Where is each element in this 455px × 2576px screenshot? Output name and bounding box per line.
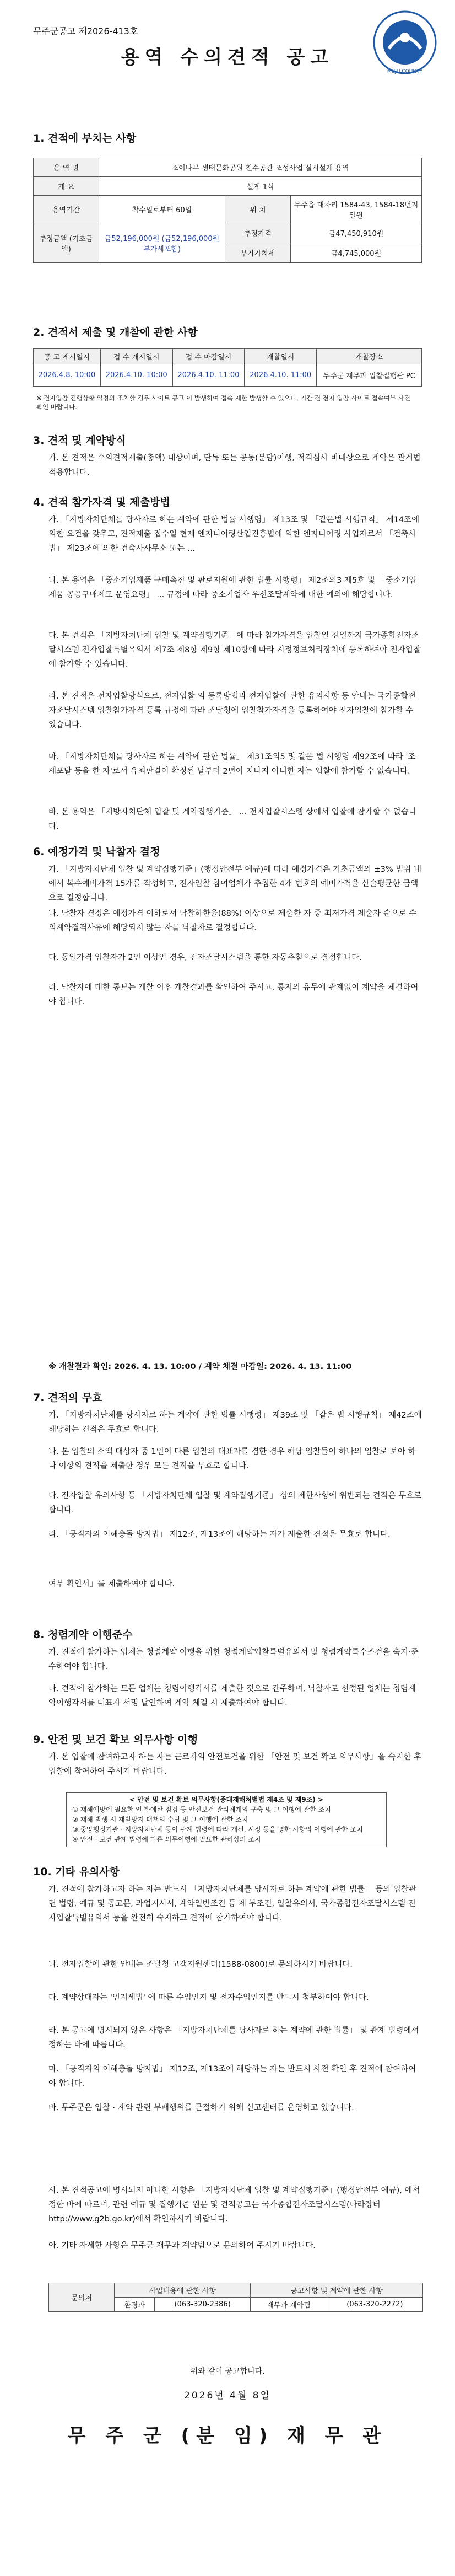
para-8b: 나. 견적에 참가하는 모든 업체는 청렴이행각서를 제출한 것으로 간주하며, 낙찰자로 선정된 업체는 청렴계약이행각서를 대표자 서명 날인하여 계약 체결 시 제출하여야 합니다.	[48, 1684, 416, 1708]
para-10c: 다. 계약상대자는 '인지세법' 에 따른 수입인지 및 전자수입인지를 반드시 첨부하여야 합니다.	[48, 1993, 369, 2002]
cell: 용 역 명	[34, 158, 99, 177]
cell: 금52,196,000원 (금52,196,000원 부가세포함)	[99, 223, 225, 263]
section-7-heading: 7. 견적의 무효	[33, 1392, 102, 1404]
para-6a: 가. 「지방자치단체 입찰 및 계약집행기준」(행정안전부 예규)에 따라 예정가격은 기초금액의 ±3% 범위 내에서 복수예비가격 15개를 작성하고, 전자입찰 참여업체가 추첨한 4개 번호의 예비가격을 산술평균한 금액으로 결정합니다.	[48, 865, 422, 903]
cell: 용역기간	[34, 196, 99, 223]
para-10g: 사. 본 견적공고에 명시되지 아니한 사항은 「지방자치단체 입찰 및 계약집행기준」(행정안전부 예규), 에서 정한 바에 따르며, 관련 예규 및 집행기준 원문 및 견적공고는 국가종합전자조달시스템(나라장터 http://www.g2b.go.kr)에서 확인하시기 바랍니다.	[48, 2186, 420, 2224]
cell: 2026.4.8. 10:00	[34, 364, 101, 387]
cell: 금47,450,910원	[291, 223, 422, 243]
cell: 공 고 게시일시	[34, 349, 101, 364]
cell: 2026.4.10. 10:00	[100, 364, 172, 387]
para-4c: 다. 본 견적은 「지방자치단체 입찰 및 계약집행기준」에 따라 참가자격을 입찰일 전일까지 국가종합전자조달시스템 전자입찰특별유의서 제7조 제8항 제9항 제10항에 따라 지정정보처리장치에 등록하여야 전자입찰에 참가할 수 있습니다.	[48, 631, 421, 669]
cell: 추정금액 (기초금액)	[34, 223, 99, 263]
para-10h: 아. 기타 자세한 사항은 무주군 재무과 계약팀으로 문의하여 주시기 바랍니다.	[48, 2241, 316, 2250]
para-10a: 가. 견적에 참가하고자 하는 자는 반드시 「지방자치단체를 당사자로 하는 계약에 관한 법률」 등의 입찰관련 법령, 예규 및 공고문, 과업지시서, 계약일반조건 등 제 부조건, 입찰유의서, 국가종합전자조달시스템 전자입찰특별유의서 등을 완전히 숙지하고 견적에 참가하여야 합니다.	[48, 1885, 416, 1923]
section-9-heading: 9. 안전 및 보건 확보 의무사항 이행	[33, 1734, 198, 1746]
cell: 금4,745,000원	[291, 243, 422, 263]
para-4f: 바. 본 용역은 「지방자치단체 입찰 및 계약집행기준」 ... 전자입찰시스템 상에서 입찰에 참가할 수 없습니다.	[48, 808, 416, 831]
cell: 접 수 개시일시	[100, 349, 172, 364]
cell: 추정가격	[225, 223, 291, 243]
para-3: 가. 본 견적은 수의견적제출(총액) 대상이며, 단독 또는 공동(분담)이행, 적격심사 비대상으로 계약은 관계법 적용합니다.	[48, 454, 421, 477]
safety-item: ③ 중앙행정기관 · 지방자치단체 등이 관계 법령에 따라 개선, 시정 등을 명한 사항의 이행에 관한 조치	[72, 1826, 363, 1833]
para-4a: 가. 「지방자치단체를 당사자로 하는 계약에 관한 법률 시행령」 제13조 및 「같은법 시행규칙」 제14조에 의한 요건을 갖추고, 견적제출 접수일 현재 엔지니어링산업진흥법에 의한 엔지니어링 사업자로서 「건축사법」 제23조에 의한 건축사사무소 또는 ...	[48, 516, 420, 553]
schedule-line: ※ 개찰결과 확인: 2026. 4. 13. 10:00 / 계약 체결 마감일: 2026. 4. 13. 11:00	[48, 1362, 352, 1371]
para-6d: 라. 낙찰자에 대한 통보는 개찰 이후 개찰결과를 확인하여 주시고, 통지의 유무에 관계없이 계약을 체결하여야 합니다.	[48, 983, 419, 1006]
cell: 부가가치세	[225, 243, 291, 263]
section-6-heading: 6. 예정가격 및 낙찰자 결정	[33, 846, 160, 858]
cell: 문의처	[49, 2283, 115, 2312]
para-4b: 나. 본 용역은 「중소기업제품 구매촉진 및 판로지원에 관한 법률 시행령」 제2조의3 제5호 및 「중소기업제품 공공구매제도 운영요령」 ... 규정에 따라 중소기업자 우선조달계약에 대한 예외에 해당합니다.	[48, 576, 416, 599]
cell: 무주군 재무과 입찰집행관 PC	[317, 364, 422, 387]
schedule-note: ※ 전자입찰 진행상황 일정의 조치할 경우 사이트 공고 이 발생하여 접속 제한 발생할 수 있으니, 기간 전 전자 입찰 사이트 접속여부 사전 확인 바랍니다.	[36, 394, 410, 411]
notice-date: 2026년 4월 8일	[184, 2390, 271, 2401]
para-8a: 가. 견적에 참가하는 업체는 청렴계약 이행을 위한 청렴계약입찰특별유의서 및 청렴계약특수조건을 숙지·준수하여야 합니다.	[48, 1648, 419, 1671]
cell: (063-320-2386)	[155, 2298, 251, 2312]
para-7a: 가. 「지방자치단체를 당사자로 하는 계약에 관한 법률 시행령」 제39조 및 「같은 법 시행규칙」 제42조에 해당하는 견적은 무효로 합니다.	[48, 1411, 422, 1434]
cell: 접 수 마감일시	[172, 349, 245, 364]
para-7d: 라. 「공직자의 이해충돌 방지법」 제12조, 제13조에 해당하는 자가 제출한 견적은 무효로 합니다.	[48, 1530, 391, 1539]
closing-line: 위와 같이 공고합니다.	[190, 2367, 265, 2376]
cell: 위 치	[225, 196, 291, 223]
notice-number: 무주군공고 제2026-413호	[33, 26, 138, 36]
cell: 2026.4.10. 11:00	[172, 364, 245, 387]
para-7b: 나. 본 입찰의 소액 대상자 중 1인이 다른 입찰의 대표자를 겸한 경우 해당 입찰들이 하나의 입찰로 보아 하나 이상의 견적을 제출한 경우 모든 견적을 무효로 합니다.	[48, 1447, 416, 1471]
safety-title: < 안전 및 보건 확보 의무사항(중대재해처벌법 제4조 및 제9조) >	[129, 1796, 323, 1804]
safety-item: ② 재해 발생 시 재발방지 대책의 수립 및 그 이행에 관한 조치	[72, 1816, 248, 1823]
para-4e: 마. 「지방자치단체를 당사자로 하는 계약에 관한 법률」 제31조의5 및 같은 법 시행령 제92조에 따라 '조세포탈 등을 한 자'로서 유죄판결이 확정된 날부터 2년이 지나지 아니한 자는 입찰에 참가할 수 없습니다.	[48, 753, 416, 776]
cell: 무주읍 대차리 1584-43, 1584-18번지 일원	[291, 196, 422, 223]
bid-info-table	[33, 158, 422, 263]
para-6c: 다. 동일가격 입찰자가 2인 이상인 경우, 전자조달시스템을 통한 자동추첨으로 결정합니다.	[48, 953, 362, 962]
para-7c: 다. 전자입찰 유의사항 등 「지방자치단체 입찰 및 계약집행기준」 상의 제한사항에 위반되는 견적은 무효로 합니다.	[48, 1491, 422, 1515]
section-8-heading: 8. 청렴계약 이행준수	[33, 1629, 133, 1641]
para-10f: 바. 무주군은 입찰 · 계약 관련 부패행위를 근절하기 위해 신고센터를 운영하고 있습니다.	[48, 2103, 354, 2112]
cell: 개찰장소	[317, 349, 422, 364]
contact-table	[48, 2283, 423, 2312]
section-4-heading: 4. 견적 참가자격 및 제출방법	[33, 496, 170, 508]
issuer: 무 주 군 (분 임) 재 무 관	[67, 2425, 388, 2447]
para-4d: 라. 본 견적은 전자입찰방식으로, 전자입찰 의 등록방법과 전자입찰에 관한 유의사항 등 안내는 국가종합전자조달시스템 입찰참가자격 등록 규정에 따라 조달청에 입찰참가자격을 등록하여야 전자입찰에 참가할 수 있습니다.	[48, 692, 416, 729]
para-10e: 마. 「공직자의 이해충돌 방지법」 제12조, 제13조에 해당하는 자는 반드시 사전 확인 후 견적에 참여하여야 합니다.	[48, 2065, 416, 2088]
section-3-heading: 3. 견적 및 계약방식	[33, 434, 126, 447]
page-title: 용역 수의견적 공고	[121, 46, 334, 68]
cell: 개 요	[34, 177, 99, 196]
cell: 설계 1식	[99, 177, 422, 196]
safety-item: ① 재해예방에 필요한 인력·예산 점검 등 안전보건 관리체계의 구축 및 그 이행에 관한 조치	[72, 1806, 331, 1813]
para-9: 가. 본 입찰에 참여하고자 하는 자는 근로자의 안전보건을 위한 「안전 및 보건 확보 의무사항」을 숙지한 후 입찰에 참여하여 주시기 바랍니다.	[48, 1753, 422, 1776]
para-6b: 나. 낙찰자 결정은 예정가격 이하로서 낙찰하한율(88%) 이상으로 제출한 자 중 최저가격 제출자 순으로 수의계약결격사유에 해당되지 않는 자를 낙찰자로 결정합니다.	[48, 909, 417, 932]
cell: (063-320-2272)	[327, 2298, 422, 2312]
para-10b: 나. 전자입찰에 관한 안내는 조달청 고객지원센터(1588-0800)로 문의하시기 바랍니다.	[48, 1960, 353, 1969]
cell: 사업내용에 관한 사항	[115, 2283, 251, 2298]
cell: 소이나무 생태문화공원 친수공간 조성사업 실시설계 용역	[99, 158, 422, 177]
cell: 착수일로부터 60일	[99, 196, 225, 223]
section-2-heading: 2. 견적서 제출 및 개찰에 관한 사항	[33, 326, 198, 339]
cell: 환경과	[115, 2298, 155, 2312]
cell: 재무과 계약팀	[251, 2298, 327, 2312]
safety-box	[66, 1792, 387, 1847]
cell: 개찰일시	[245, 349, 317, 364]
cell: 공고사항 및 계약에 관한 사항	[251, 2283, 423, 2298]
seal-text: MUJU COUNTY	[387, 69, 423, 74]
schedule-table	[33, 348, 422, 387]
section-10-heading: 10. 기타 유의사항	[33, 1866, 120, 1878]
cell: 2026.4.10. 11:00	[245, 364, 317, 387]
section-1-heading: 1. 견적에 부치는 사항	[33, 132, 137, 144]
para-10d: 라. 본 공고에 명시되지 않은 사항은 「지방자치단체를 당사자로 하는 계약에 관한 법률」 및 관계 법령에서 정하는 바에 따릅니다.	[48, 2026, 419, 2049]
safety-item: ④ 안전 · 보건 관계 법령에 따른 의무이행에 필요한 관리상의 조치	[72, 1836, 261, 1843]
para-7-tail: 여부 확인서」를 제출하여야 합니다.	[48, 1580, 175, 1588]
